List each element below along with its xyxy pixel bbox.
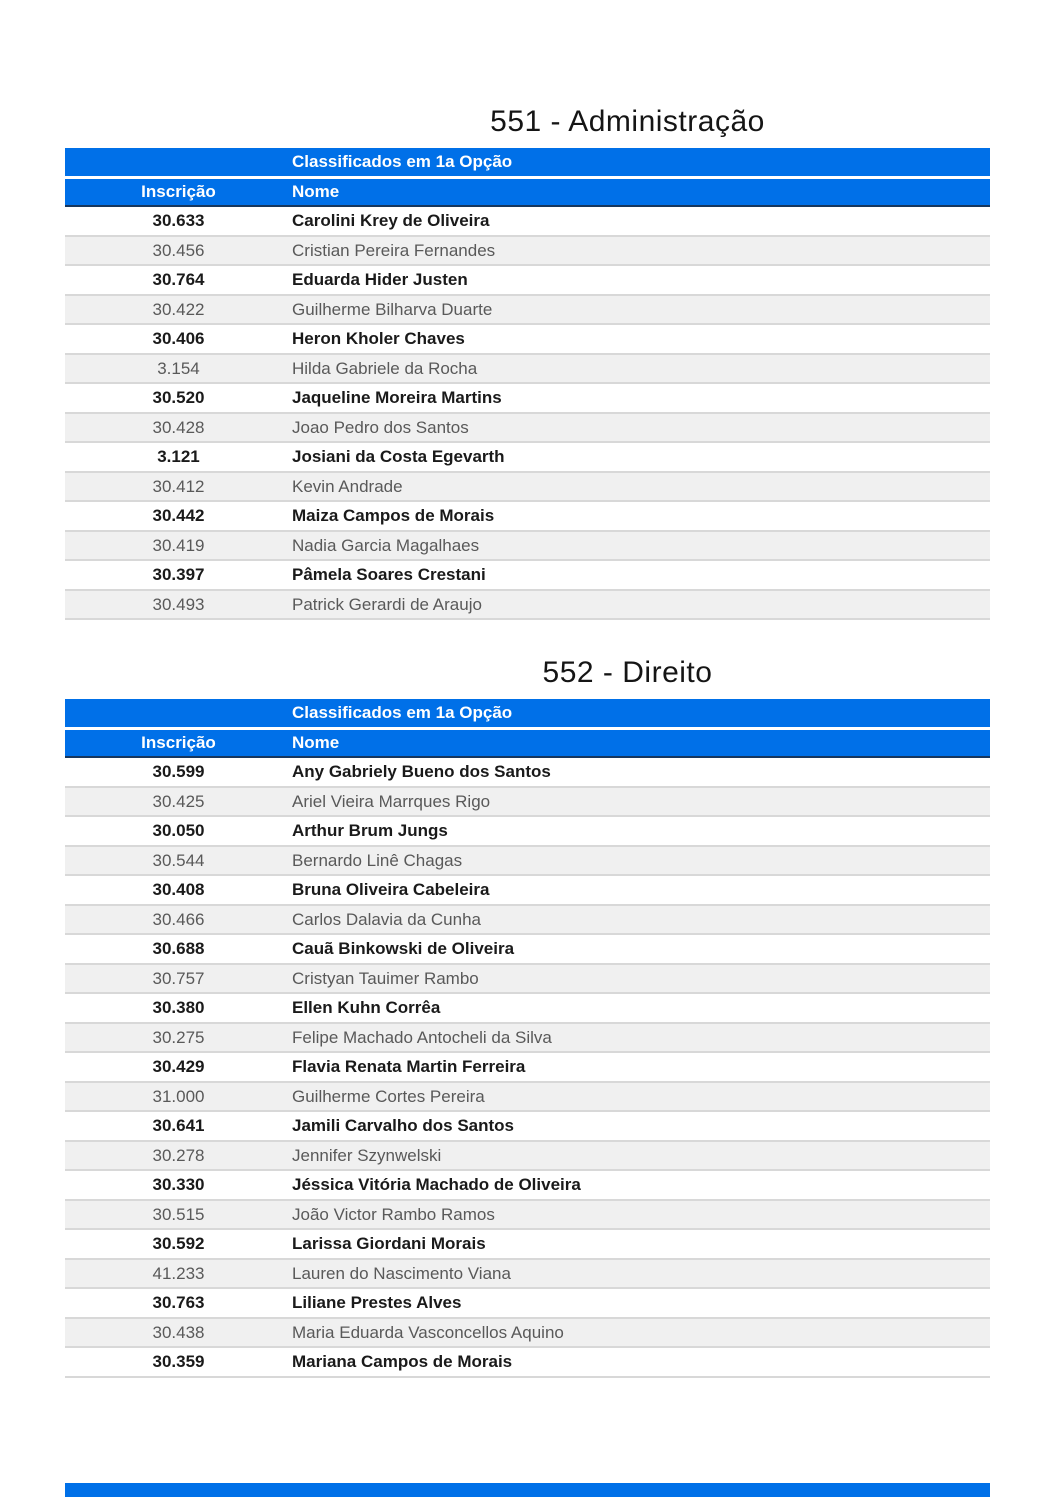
inscricao-cell: 3.121	[157, 447, 200, 466]
next-table-header-partial	[65, 1483, 990, 1497]
document-content	[65, 0, 990, 1378]
table-rows	[65, 758, 990, 1378]
nome-cell: Josiani da Costa Egevarth	[292, 447, 505, 466]
inscricao-cell: 30.493	[152, 594, 205, 614]
classification-table	[65, 699, 990, 1378]
inscricao-cell: 30.425	[152, 791, 205, 811]
table-row	[65, 1053, 990, 1083]
inscricao-cell: 30.422	[152, 299, 205, 319]
table-row	[65, 1112, 990, 1142]
table-row	[65, 876, 990, 906]
table-row	[65, 994, 990, 1024]
nome-cell: Carlos Dalavia da Cunha	[292, 909, 481, 929]
nome-cell: Patrick Gerardi de Araujo	[292, 594, 482, 614]
nome-cell: Guilherme Bilharva Duarte	[292, 299, 493, 319]
inscricao-cell: 30.380	[152, 998, 205, 1017]
inscricao-cell: 30.442	[152, 506, 205, 525]
nome-cell: Jaqueline Moreira Martins	[292, 388, 502, 407]
table-row	[65, 384, 990, 414]
nome-cell: Flavia Renata Martin Ferreira	[292, 1057, 526, 1076]
inscricao-cell: 30.330	[152, 1175, 205, 1194]
course-section-552	[65, 653, 990, 1378]
table-row	[65, 965, 990, 995]
table-row	[65, 561, 990, 591]
inscricao-cell: 30.397	[152, 565, 205, 584]
nome-cell: Cauã Binkowski de Oliveira	[292, 939, 515, 958]
group-header-label: Classificados em 1a Opção	[292, 703, 513, 722]
nome-cell: Eduarda Hider Justen	[292, 270, 468, 289]
nome-cell: Arthur Brum Jungs	[292, 821, 448, 840]
nome-cell: Any Gabriely Bueno dos Santos	[292, 762, 551, 781]
inscricao-cell: 41.233	[152, 1263, 205, 1283]
table-row	[65, 1142, 990, 1172]
nome-cell: Maria Eduarda Vasconcellos Aquino	[292, 1322, 564, 1342]
column-header-row	[65, 730, 990, 758]
table-row	[65, 266, 990, 296]
inscricao-cell: 30.515	[152, 1204, 205, 1224]
table-row	[65, 1260, 990, 1290]
inscricao-cell: 30.050	[152, 821, 205, 840]
table-row	[65, 443, 990, 473]
column-header-nome: Nome	[292, 733, 340, 752]
table-row	[65, 502, 990, 532]
nome-cell: Kevin Andrade	[292, 476, 403, 496]
inscricao-cell: 30.428	[152, 417, 205, 437]
table-row	[65, 1201, 990, 1231]
inscricao-cell: 30.633	[152, 211, 205, 230]
table-rows	[65, 207, 990, 620]
course-title: 552 - Direito	[542, 656, 713, 689]
nome-cell: Felipe Machado Antocheli da Silva	[292, 1027, 552, 1047]
group-header-label: Classificados em 1a Opção	[292, 152, 513, 171]
table-row	[65, 414, 990, 444]
table-row	[65, 1171, 990, 1201]
course-title: 551 - Administração	[490, 105, 765, 138]
table-row	[65, 788, 990, 818]
nome-cell: Guilherme Cortes Pereira	[292, 1086, 485, 1106]
inscricao-cell: 30.438	[152, 1322, 205, 1342]
column-header-row	[65, 179, 990, 207]
nome-cell: Nadia Garcia Magalhaes	[292, 535, 480, 555]
table-row	[65, 296, 990, 326]
nome-cell: Maiza Campos de Morais	[292, 506, 495, 525]
table-row	[65, 817, 990, 847]
table-row	[65, 325, 990, 355]
column-header-inscricao: Inscrição	[141, 733, 216, 752]
nome-cell: Heron Kholer Chaves	[292, 329, 465, 348]
table-row	[65, 355, 990, 385]
table-row	[65, 1348, 990, 1378]
nome-cell: Jennifer Szynwelski	[292, 1145, 442, 1165]
group-header-row	[65, 148, 990, 176]
inscricao-cell: 30.592	[152, 1234, 205, 1253]
inscricao-cell: 30.763	[152, 1293, 205, 1312]
nome-cell: Hilda Gabriele da Rocha	[292, 358, 478, 378]
course-section-551	[65, 102, 990, 620]
nome-cell: Cristyan Tauimer Rambo	[292, 968, 479, 988]
table-row	[65, 237, 990, 267]
nome-cell: João Victor Rambo Ramos	[292, 1204, 495, 1224]
table-row	[65, 473, 990, 503]
column-header-nome: Nome	[292, 182, 340, 201]
inscricao-cell: 30.408	[152, 880, 205, 899]
inscricao-cell: 31.000	[152, 1086, 205, 1106]
table-row	[65, 906, 990, 936]
inscricao-cell: 30.406	[152, 329, 205, 348]
table-row	[65, 532, 990, 562]
inscricao-cell: 30.419	[152, 535, 205, 555]
nome-cell: Larissa Giordani Morais	[292, 1234, 486, 1253]
table-row	[65, 1024, 990, 1054]
nome-cell: Jamili Carvalho dos Santos	[292, 1116, 515, 1135]
table-row	[65, 591, 990, 621]
column-header-inscricao: Inscrição	[141, 182, 216, 201]
inscricao-cell: 30.359	[152, 1352, 205, 1371]
table-row	[65, 207, 990, 237]
inscricao-cell: 30.412	[152, 476, 205, 496]
table-row	[65, 1289, 990, 1319]
group-header-row	[65, 699, 990, 727]
table-row	[65, 1230, 990, 1260]
inscricao-cell: 3.154	[157, 358, 200, 378]
nome-cell: Ariel Vieira Marrques Rigo	[292, 791, 491, 811]
inscricao-cell: 30.764	[152, 270, 205, 289]
table-row	[65, 758, 990, 788]
inscricao-cell: 30.757	[152, 968, 205, 988]
nome-cell: Mariana Campos de Morais	[292, 1352, 513, 1371]
nome-cell: Joao Pedro dos Santos	[292, 417, 469, 437]
classification-table	[65, 148, 990, 620]
inscricao-cell: 30.544	[152, 850, 205, 870]
nome-cell: Cristian Pereira Fernandes	[292, 240, 496, 260]
table-row	[65, 1083, 990, 1113]
inscricao-cell: 30.641	[152, 1116, 205, 1135]
table-row	[65, 847, 990, 877]
inscricao-cell: 30.466	[152, 909, 205, 929]
inscricao-cell: 30.599	[152, 762, 205, 781]
inscricao-cell: 30.688	[152, 939, 205, 958]
inscricao-cell: 30.429	[152, 1057, 205, 1076]
table-row	[65, 1319, 990, 1349]
table-row	[65, 935, 990, 965]
inscricao-cell: 30.278	[152, 1145, 205, 1165]
nome-cell: Carolini Krey de Oliveira	[292, 211, 490, 230]
inscricao-cell: 30.520	[152, 388, 205, 407]
nome-cell: Bernardo Linê Chagas	[292, 850, 463, 870]
nome-cell: Pâmela Soares Crestani	[292, 565, 486, 584]
inscricao-cell: 30.456	[152, 240, 205, 260]
nome-cell: Ellen Kuhn Corrêa	[292, 998, 441, 1017]
nome-cell: Liliane Prestes Alves	[292, 1293, 462, 1312]
inscricao-cell: 30.275	[152, 1027, 205, 1047]
nome-cell: Jéssica Vitória Machado de Oliveira	[292, 1175, 581, 1194]
nome-cell: Bruna Oliveira Cabeleira	[292, 880, 490, 899]
nome-cell: Lauren do Nascimento Viana	[292, 1263, 511, 1283]
